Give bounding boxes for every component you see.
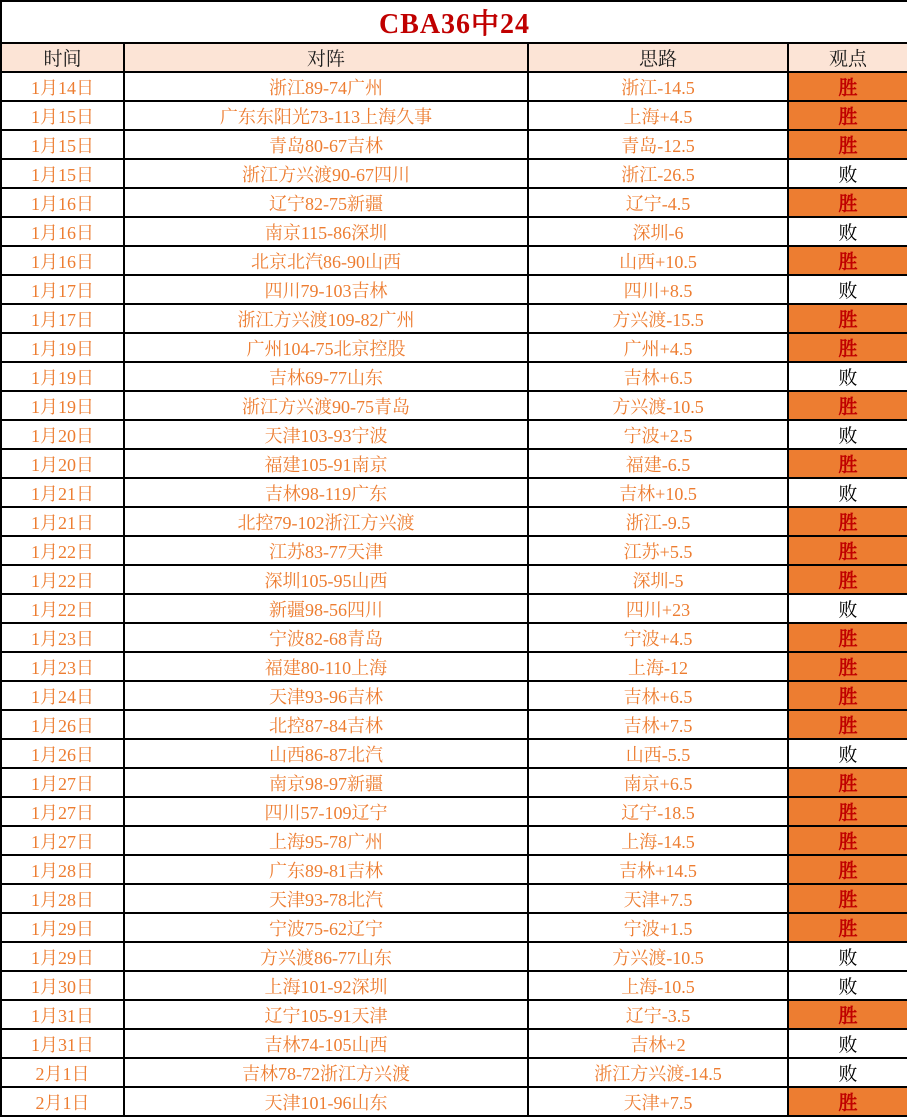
date-cell[interactable]: 1月30日 [1,971,124,1000]
idea-cell[interactable]: 吉林+7.5 [528,710,788,739]
result-cell[interactable]: 胜 [788,565,907,594]
matchup-cell[interactable]: 辽宁82-75新疆 [124,188,528,217]
idea-cell[interactable]: 浙江-9.5 [528,507,788,536]
idea-cell[interactable]: 吉林+10.5 [528,478,788,507]
result-cell[interactable]: 败 [788,594,907,623]
matchup-cell[interactable]: 浙江方兴渡90-75青岛 [124,391,528,420]
matchup-cell[interactable]: 吉林98-119广东 [124,478,528,507]
matchup-cell[interactable]: 四川79-103吉林 [124,275,528,304]
idea-cell[interactable]: 宁波+2.5 [528,420,788,449]
idea-cell[interactable]: 深圳-6 [528,217,788,246]
result-cell[interactable]: 败 [788,275,907,304]
table-row [1,942,907,971]
title-row [1,1,907,43]
table-row [1,333,907,362]
matchup-cell[interactable]: 广州104-75北京控股 [124,333,528,362]
date-cell[interactable]: 1月31日 [1,1029,124,1058]
idea-cell[interactable]: 浙江方兴渡-14.5 [528,1058,788,1087]
matchup-cell[interactable]: 南京98-97新疆 [124,768,528,797]
result-cell[interactable]: 胜 [788,768,907,797]
result-cell[interactable]: 败 [788,942,907,971]
table-row [1,623,907,652]
table-row [1,739,907,768]
date-cell[interactable]: 1月23日 [1,623,124,652]
table-row [1,797,907,826]
date-cell[interactable]: 1月27日 [1,768,124,797]
matchup-cell[interactable]: 南京115-86深圳 [124,217,528,246]
table-row [1,1058,907,1087]
result-cell[interactable]: 胜 [788,246,907,275]
table-row [1,826,907,855]
matchup-cell[interactable]: 吉林74-105山西 [124,1029,528,1058]
date-cell[interactable]: 1月28日 [1,884,124,913]
result-cell[interactable]: 胜 [788,130,907,159]
matchup-cell[interactable]: 山西86-87北汽 [124,739,528,768]
idea-cell[interactable]: 江苏+5.5 [528,536,788,565]
idea-cell[interactable]: 四川+8.5 [528,275,788,304]
table-row [1,72,907,101]
date-cell[interactable]: 1月16日 [1,217,124,246]
matchup-cell[interactable]: 辽宁105-91天津 [124,1000,528,1029]
result-cell[interactable]: 胜 [788,333,907,362]
date-cell[interactable]: 2月1日 [1,1058,124,1087]
date-cell[interactable]: 1月29日 [1,913,124,942]
table-row [1,971,907,1000]
result-cell[interactable]: 胜 [788,884,907,913]
idea-cell[interactable]: 方兴渡-15.5 [528,304,788,333]
page-title[interactable]: CBA36中24 [1,1,907,43]
idea-cell[interactable]: 天津+7.5 [528,1087,788,1116]
table-row [1,1000,907,1029]
table-row [1,101,907,130]
result-cell[interactable]: 胜 [788,1087,907,1116]
result-cell[interactable]: 胜 [788,72,907,101]
idea-cell[interactable]: 南京+6.5 [528,768,788,797]
matchup-cell[interactable]: 天津93-78北汽 [124,884,528,913]
result-cell[interactable]: 败 [788,217,907,246]
matchup-cell[interactable]: 深圳105-95山西 [124,565,528,594]
table-row [1,362,907,391]
matchup-cell[interactable]: 广东东阳光73-113上海久事 [124,101,528,130]
result-cell[interactable]: 胜 [788,304,907,333]
matchup-cell[interactable]: 北京北汽86-90山西 [124,246,528,275]
date-cell[interactable]: 1月31日 [1,1000,124,1029]
result-cell[interactable]: 胜 [788,623,907,652]
idea-cell[interactable]: 浙江-26.5 [528,159,788,188]
result-cell[interactable]: 胜 [788,391,907,420]
result-cell[interactable]: 败 [788,478,907,507]
matchup-cell[interactable]: 广东89-81吉林 [124,855,528,884]
result-cell[interactable]: 胜 [788,797,907,826]
matchup-cell[interactable]: 浙江方兴渡109-82广州 [124,304,528,333]
result-cell[interactable]: 胜 [788,681,907,710]
date-cell[interactable]: 1月28日 [1,855,124,884]
result-cell[interactable]: 败 [788,1029,907,1058]
matchup-cell[interactable]: 福建105-91南京 [124,449,528,478]
matchup-cell[interactable]: 天津101-96山东 [124,1087,528,1116]
matchup-cell[interactable]: 上海101-92深圳 [124,971,528,1000]
result-cell[interactable]: 败 [788,971,907,1000]
idea-cell[interactable]: 吉林+6.5 [528,681,788,710]
date-cell[interactable]: 1月27日 [1,826,124,855]
matchup-cell[interactable]: 新疆98-56四川 [124,594,528,623]
matchup-cell[interactable]: 福建80-110上海 [124,652,528,681]
table-row [1,159,907,188]
table-row [1,652,907,681]
table-row [1,768,907,797]
matchup-cell[interactable]: 浙江方兴渡90-67四川 [124,159,528,188]
date-cell[interactable]: 1月17日 [1,275,124,304]
result-cell[interactable]: 胜 [788,652,907,681]
table-row [1,304,907,333]
matchup-cell[interactable]: 天津103-93宁波 [124,420,528,449]
header-row [1,43,907,72]
matchup-cell[interactable]: 浙江89-74广州 [124,72,528,101]
date-cell[interactable]: 2月1日 [1,1087,124,1116]
result-cell[interactable]: 胜 [788,855,907,884]
result-cell[interactable]: 胜 [788,507,907,536]
date-cell[interactable]: 1月15日 [1,130,124,159]
matchup-cell[interactable]: 江苏83-77天津 [124,536,528,565]
date-cell[interactable]: 1月27日 [1,797,124,826]
table-row [1,420,907,449]
result-cell[interactable]: 胜 [788,101,907,130]
table-row [1,130,907,159]
column-header-idea[interactable]: 思路 [528,43,788,72]
table-row [1,1029,907,1058]
date-cell[interactable]: 1月20日 [1,449,124,478]
date-cell[interactable]: 1月29日 [1,942,124,971]
table-row [1,884,907,913]
idea-cell[interactable]: 方兴渡-10.5 [528,391,788,420]
matchup-cell[interactable]: 吉林78-72浙江方兴渡 [124,1058,528,1087]
table-row [1,478,907,507]
date-cell[interactable]: 1月20日 [1,420,124,449]
column-header-matchup[interactable]: 对阵 [124,43,528,72]
idea-cell[interactable]: 辽宁-18.5 [528,797,788,826]
matchup-cell[interactable]: 天津93-96吉林 [124,681,528,710]
table-row [1,246,907,275]
date-cell[interactable]: 1月16日 [1,188,124,217]
result-cell[interactable]: 胜 [788,536,907,565]
idea-cell[interactable]: 广州+4.5 [528,333,788,362]
matchup-cell[interactable]: 吉林69-77山东 [124,362,528,391]
date-cell[interactable]: 1月26日 [1,739,124,768]
matchup-cell[interactable]: 北控87-84吉林 [124,710,528,739]
table-row [1,449,907,478]
date-cell[interactable]: 1月15日 [1,159,124,188]
matchup-cell[interactable]: 北控79-102浙江方兴渡 [124,507,528,536]
table-row [1,536,907,565]
date-cell[interactable]: 1月16日 [1,246,124,275]
date-cell[interactable]: 1月15日 [1,101,124,130]
table-row [1,188,907,217]
idea-cell[interactable]: 青岛-12.5 [528,130,788,159]
idea-cell[interactable]: 宁波+1.5 [528,913,788,942]
date-cell[interactable]: 1月14日 [1,72,124,101]
table-row [1,391,907,420]
result-cell[interactable]: 胜 [788,913,907,942]
result-cell[interactable]: 胜 [788,449,907,478]
idea-cell[interactable]: 浙江-14.5 [528,72,788,101]
idea-cell[interactable]: 天津+7.5 [528,884,788,913]
column-header-time[interactable]: 时间 [1,43,124,72]
idea-cell[interactable]: 福建-6.5 [528,449,788,478]
table-row [1,507,907,536]
matchup-cell[interactable]: 四川57-109辽宁 [124,797,528,826]
idea-cell[interactable]: 吉林+14.5 [528,855,788,884]
idea-cell[interactable]: 上海-10.5 [528,971,788,1000]
result-cell[interactable]: 胜 [788,710,907,739]
table-row [1,594,907,623]
result-cell[interactable]: 胜 [788,826,907,855]
matchup-cell[interactable]: 宁波75-62辽宁 [124,913,528,942]
result-cell[interactable]: 胜 [788,188,907,217]
table-row [1,275,907,304]
result-cell[interactable]: 败 [788,362,907,391]
table-row [1,565,907,594]
idea-cell[interactable]: 上海+4.5 [528,101,788,130]
result-cell[interactable]: 败 [788,159,907,188]
idea-cell[interactable]: 山西+10.5 [528,246,788,275]
date-cell[interactable]: 1月19日 [1,333,124,362]
idea-cell[interactable]: 辽宁-3.5 [528,1000,788,1029]
date-cell[interactable]: 1月19日 [1,391,124,420]
column-header-view[interactable]: 观点 [788,43,907,72]
date-cell[interactable]: 1月21日 [1,478,124,507]
date-cell[interactable]: 1月21日 [1,507,124,536]
idea-cell[interactable]: 吉林+6.5 [528,362,788,391]
idea-cell[interactable]: 方兴渡-10.5 [528,942,788,971]
table-row [1,217,907,246]
table-body [1,72,907,1116]
idea-cell[interactable]: 上海-12 [528,652,788,681]
idea-cell[interactable]: 四川+23 [528,594,788,623]
matchup-cell[interactable]: 方兴渡86-77山东 [124,942,528,971]
table-row [1,855,907,884]
date-cell[interactable]: 1月23日 [1,652,124,681]
date-cell[interactable]: 1月24日 [1,681,124,710]
table-row [1,681,907,710]
table-row [1,1087,907,1116]
result-cell[interactable]: 败 [788,739,907,768]
table-row [1,710,907,739]
idea-cell[interactable]: 辽宁-4.5 [528,188,788,217]
idea-cell[interactable]: 深圳-5 [528,565,788,594]
date-cell[interactable]: 1月19日 [1,362,124,391]
idea-cell[interactable]: 宁波+4.5 [528,623,788,652]
date-cell[interactable]: 1月17日 [1,304,124,333]
date-cell[interactable]: 1月22日 [1,565,124,594]
idea-cell[interactable]: 山西-5.5 [528,739,788,768]
matchup-cell[interactable]: 青岛80-67吉林 [124,130,528,159]
date-cell[interactable]: 1月22日 [1,594,124,623]
matchup-cell[interactable]: 上海95-78广州 [124,826,528,855]
date-cell[interactable]: 1月22日 [1,536,124,565]
result-cell[interactable]: 胜 [788,1000,907,1029]
date-cell[interactable]: 1月26日 [1,710,124,739]
idea-cell[interactable]: 上海-14.5 [528,826,788,855]
table-row [1,913,907,942]
idea-cell[interactable]: 吉林+2 [528,1029,788,1058]
result-cell[interactable]: 败 [788,420,907,449]
matchup-cell[interactable]: 宁波82-68青岛 [124,623,528,652]
result-cell[interactable]: 败 [788,1058,907,1087]
